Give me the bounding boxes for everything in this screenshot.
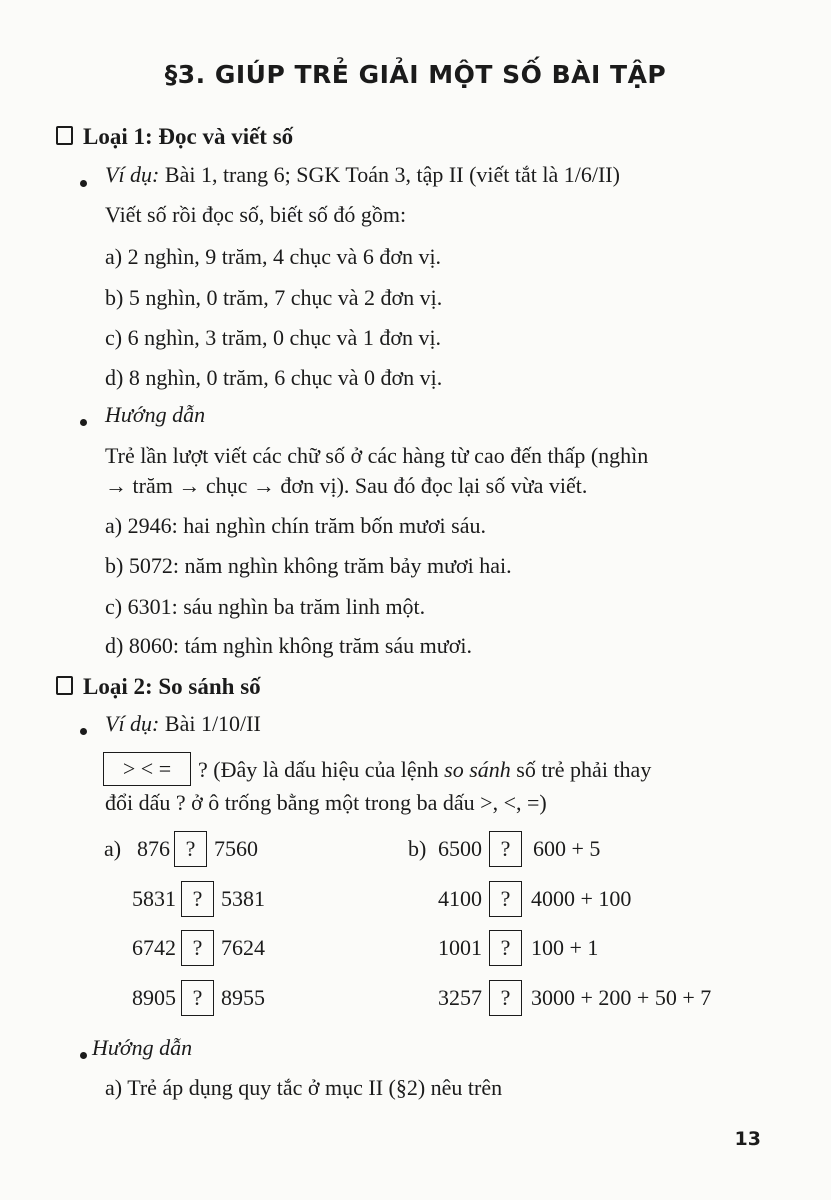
description-line: đổi dấu ? ở ô trống bằng một trong ba dấu >, <, =) bbox=[105, 790, 547, 815]
example-line bbox=[105, 711, 261, 737]
example-text: Bài 1, trang 6; SGK Toán 3, tập II (viết tắt là 1/6/II) bbox=[164, 162, 620, 187]
checkbox-square-icon bbox=[56, 676, 73, 695]
description-text: ? (Đây là dấu hiệu của lệnh bbox=[198, 757, 445, 782]
guide-line: → trăm → chục → đơn vị). Sau đó đọc lại số vừa viết. bbox=[105, 473, 588, 498]
comparison-box[interactable]: ? bbox=[181, 881, 214, 917]
item-label: b) bbox=[408, 836, 427, 861]
section2-heading-text: Loại 2: So sánh số bbox=[83, 674, 261, 699]
comparison-box[interactable]: ? bbox=[489, 881, 522, 917]
comparison-left-value: 6742 bbox=[132, 935, 176, 960]
bullet-icon bbox=[80, 419, 87, 426]
bullet-icon bbox=[80, 180, 87, 187]
answer-item: b) 5072: năm nghìn không trăm bảy mươi hai. bbox=[105, 553, 512, 578]
comparison-box[interactable]: ? bbox=[489, 980, 522, 1016]
answer-item: d) 8060: tám nghìn không trăm sáu mươi. bbox=[105, 633, 472, 658]
item-label: a) bbox=[104, 836, 122, 861]
list-item: b) 5 nghìn, 0 trăm, 7 chục và 2 đơn vị. bbox=[105, 285, 443, 310]
example-label: Ví dụ: bbox=[105, 162, 160, 187]
comparison-right-value: 600 + 5 bbox=[533, 836, 601, 861]
guide-label: Hướng dẫn bbox=[92, 1035, 193, 1060]
answer-item: c) 6301: sáu nghìn ba trăm linh một. bbox=[105, 594, 426, 619]
comparison-box[interactable]: ? bbox=[489, 930, 522, 966]
comparison-left-value: 6500 bbox=[438, 836, 482, 861]
comparison-left-value: 5831 bbox=[132, 886, 176, 911]
page-title: §3. GIÚP TRẺ GIẢI MỘT SỐ BÀI TẬP bbox=[164, 60, 667, 89]
comparison-right-value: 3000 + 200 + 50 + 7 bbox=[531, 985, 712, 1010]
section2-heading bbox=[56, 674, 261, 700]
comparison-right-value: 8955 bbox=[221, 985, 265, 1010]
answer-item: a) 2946: hai nghìn chín trăm bốn mươi sáu. bbox=[105, 513, 486, 538]
bullet-icon bbox=[80, 728, 87, 735]
page-number: 13 bbox=[734, 1128, 761, 1150]
comparison-right-value: 4000 + 100 bbox=[531, 886, 632, 911]
section1-heading bbox=[56, 124, 293, 150]
description-text: số trẻ phải thay bbox=[510, 757, 652, 782]
list-item: c) 6 nghìn, 3 trăm, 0 chục và 1 đơn vị. bbox=[105, 325, 442, 350]
comparison-right-value: 7560 bbox=[214, 836, 258, 861]
example-label: Ví dụ: bbox=[105, 711, 160, 736]
description-line bbox=[198, 757, 651, 783]
comparison-right-value: 5381 bbox=[221, 886, 265, 911]
comparison-right-value: 7624 bbox=[221, 935, 265, 960]
guide-line: a) Trẻ áp dụng quy tắc ở mục II (§2) nêu trên bbox=[105, 1075, 503, 1100]
comparison-right-value: 100 + 1 bbox=[531, 935, 599, 960]
guide-line: Trẻ lần lượt viết các chữ số ở các hàng từ cao đến thấp (nghìn bbox=[105, 443, 649, 468]
comparison-signs-box: > < = bbox=[103, 752, 191, 786]
comparison-left-value: 1001 bbox=[438, 935, 482, 960]
comparison-box[interactable]: ? bbox=[174, 831, 207, 867]
comparison-box[interactable]: ? bbox=[181, 980, 214, 1016]
comparison-left-value: 876 bbox=[137, 836, 170, 861]
comparison-left-value: 8905 bbox=[132, 985, 176, 1010]
example-text: Bài 1/10/II bbox=[164, 711, 261, 736]
comparison-left-value: 3257 bbox=[438, 985, 482, 1010]
example-line bbox=[105, 162, 620, 188]
guide-label: Hướng dẫn bbox=[105, 402, 206, 427]
comparison-box[interactable]: ? bbox=[489, 831, 522, 867]
comparison-left-value: 4100 bbox=[438, 886, 482, 911]
comparison-box[interactable]: ? bbox=[181, 930, 214, 966]
list-item: a) 2 nghìn, 9 trăm, 4 chục và 6 đơn vị. bbox=[105, 244, 442, 269]
checkbox-square-icon bbox=[56, 126, 73, 145]
section1-heading-text: Loại 1: Đọc và viết số bbox=[83, 124, 294, 149]
bullet-icon bbox=[80, 1052, 87, 1059]
list-item: d) 8 nghìn, 0 trăm, 6 chục và 0 đơn vị. bbox=[105, 365, 443, 390]
description-italic: so sánh bbox=[444, 757, 511, 782]
intro-text: Viết số rồi đọc số, biết số đó gồm: bbox=[105, 202, 407, 227]
